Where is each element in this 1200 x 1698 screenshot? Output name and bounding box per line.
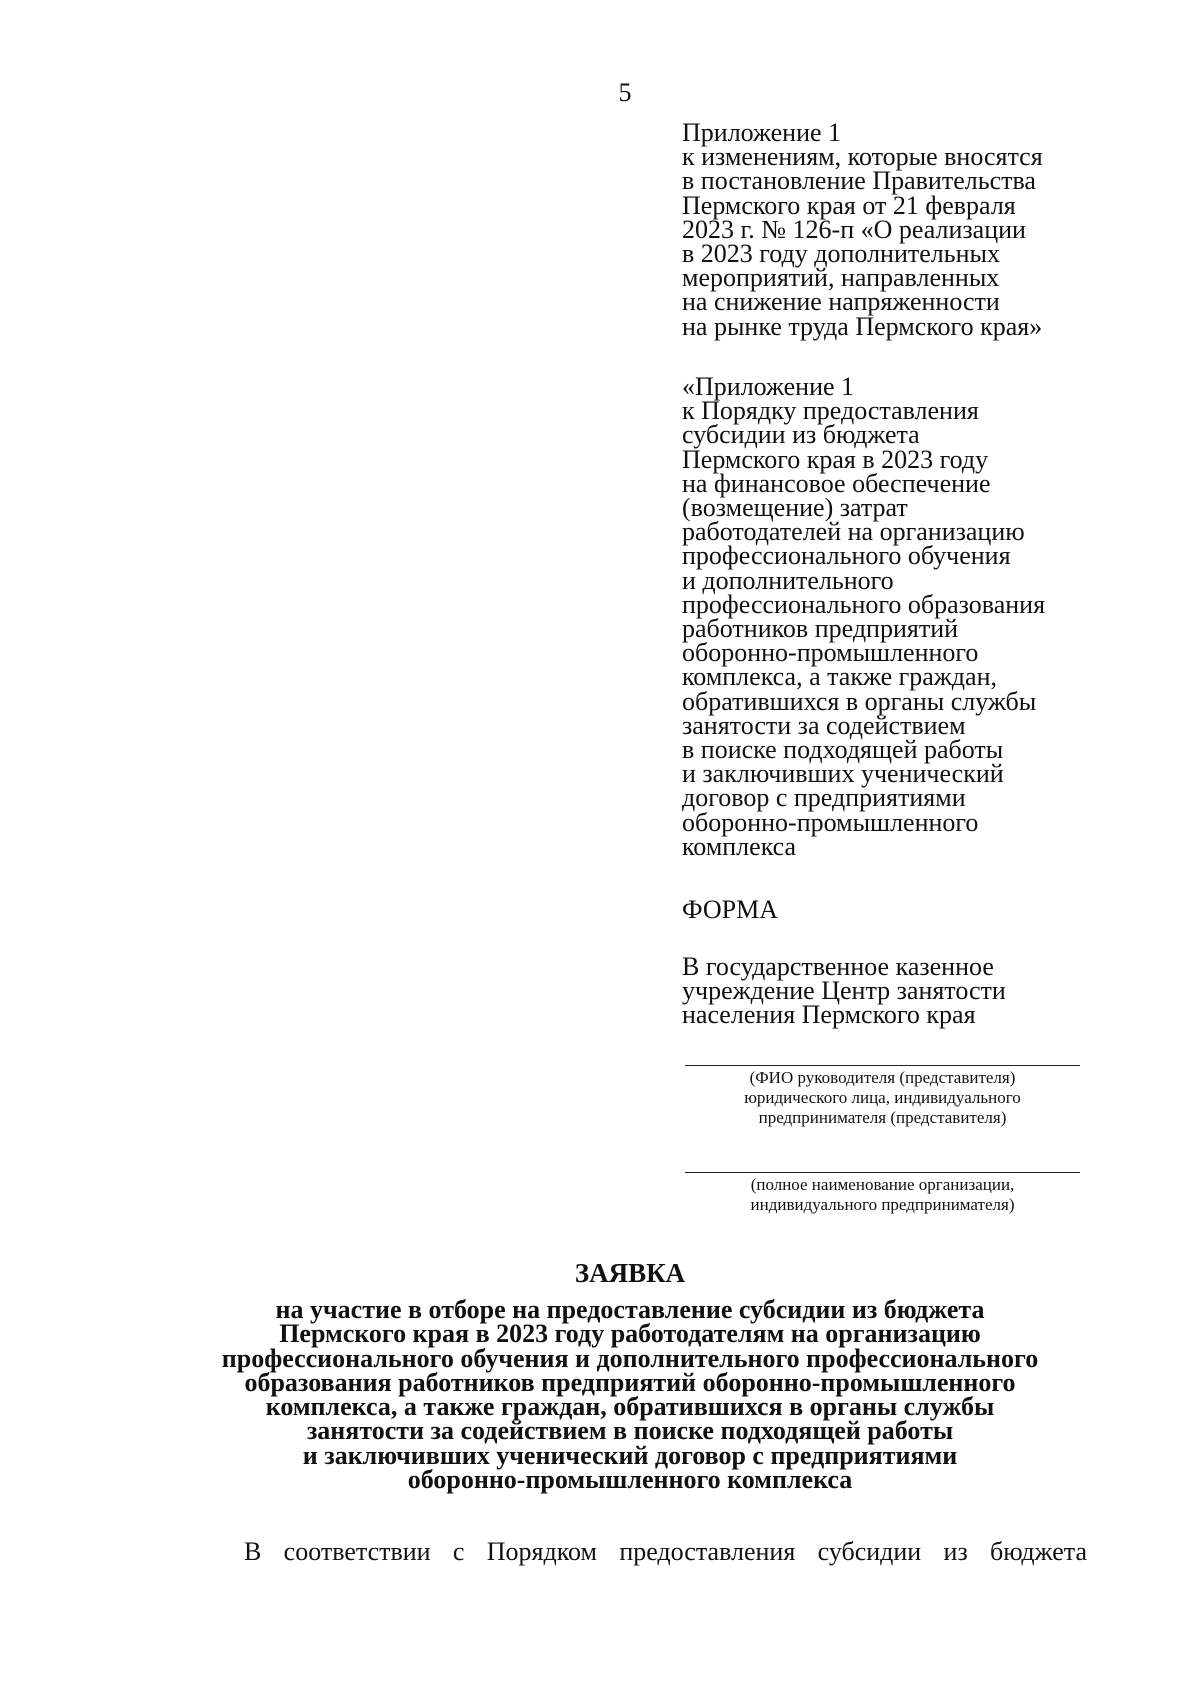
recipient-line: учреждение Центр занятости bbox=[682, 976, 1006, 1006]
caption-line: предпринимателя (представителя) bbox=[758, 1108, 1007, 1127]
subtitle-line: на участие в отборе на предоставление субсидии из бюджета bbox=[275, 1295, 985, 1324]
order-annex-line: оборонно-промышленного bbox=[682, 638, 979, 668]
order-annex-line: «Приложение 1 bbox=[682, 372, 855, 401]
order-annex-line: к Порядку предоставления bbox=[682, 396, 979, 426]
recipient-block bbox=[682, 952, 1102, 1030]
subtitle-line: профессионального обучения и дополнительного профессионального bbox=[221, 1343, 1039, 1373]
annex-line: на снижение напряженности bbox=[682, 287, 1000, 317]
organization-name-field-line[interactable] bbox=[685, 1172, 1080, 1173]
order-annex-line: оборонно-промышленного bbox=[682, 807, 979, 837]
order-annex-reference bbox=[682, 372, 1102, 861]
order-annex-line: договор с предприятиями bbox=[682, 783, 966, 813]
annex-line: мероприятий, направленных bbox=[682, 263, 1000, 293]
subtitle-line: и заключивших ученический договор с предприятиями bbox=[302, 1440, 958, 1470]
organization-name-caption bbox=[685, 1175, 1080, 1215]
order-annex-line: работодателей на организацию bbox=[682, 517, 1025, 547]
order-annex-line: в поиске подходящей работы bbox=[682, 735, 1004, 765]
subtitle-line: комплекса, а также граждан, обратившихся в органы службы bbox=[265, 1392, 995, 1422]
order-annex-line: и заключивших ученический bbox=[682, 759, 1004, 789]
subtitle-line: занятости за содействием в поиске подходящей работы bbox=[306, 1416, 954, 1446]
order-annex-line: (возмещение) затрат bbox=[682, 493, 908, 523]
annex-reference bbox=[682, 118, 1102, 341]
order-annex-line: субсидии из бюджета bbox=[682, 420, 920, 450]
order-annex-line: Пермского края в 2023 году bbox=[682, 444, 989, 474]
order-annex-line: занятости за содействием bbox=[682, 710, 966, 740]
order-annex-line: обратившихся в органы службы bbox=[682, 686, 1037, 716]
form-label: ФОРМА bbox=[682, 895, 778, 924]
order-annex-line: комплекса bbox=[682, 831, 797, 861]
caption-line: (ФИО руководителя (представителя) bbox=[749, 1068, 1016, 1087]
order-annex-line: на финансовое обеспечение bbox=[682, 468, 991, 498]
applicant-name-caption bbox=[685, 1068, 1080, 1128]
annex-line: в постановление Правительства bbox=[682, 166, 1036, 196]
subtitle-line: Пермского края в 2023 году работодателям на организацию bbox=[279, 1319, 981, 1349]
body-paragraph: В соответствии с Порядком предоставления субсидии из бюджета bbox=[244, 1537, 1087, 1566]
subtitle-line: оборонно-промышленного комплекса bbox=[407, 1465, 853, 1495]
document-title: ЗАЯВКА bbox=[574, 1258, 686, 1288]
caption-line: юридического лица, индивидуального bbox=[744, 1088, 1021, 1107]
subtitle-line: образования работников предприятий оборонно-промышленного bbox=[244, 1367, 1016, 1397]
order-annex-line: и дополнительного bbox=[682, 565, 894, 595]
recipient-line: В государственное казенное bbox=[682, 952, 994, 981]
caption-line: (полное наименование организации, bbox=[750, 1175, 1015, 1194]
annex-line: Приложение 1 bbox=[682, 118, 842, 147]
caption-line: индивидуального предпринимателя) bbox=[750, 1195, 1015, 1214]
annex-line: на рынке труда Пермского края» bbox=[682, 311, 1043, 341]
page-number: 5 bbox=[618, 78, 632, 107]
annex-line: к изменениям, которые вносятся bbox=[682, 142, 1043, 172]
annex-line: 2023 г. № 126-п «О реализации bbox=[682, 214, 1026, 244]
annex-line: в 2023 году дополнительных bbox=[682, 239, 1000, 269]
applicant-name-field-line[interactable] bbox=[685, 1065, 1080, 1066]
recipient-line: населения Пермского края bbox=[682, 1000, 976, 1030]
order-annex-line: работников предприятий bbox=[682, 614, 959, 644]
order-annex-line: профессионального образования bbox=[682, 589, 1046, 619]
document-subtitle bbox=[150, 1295, 1110, 1495]
order-annex-line: комплекса, а также граждан, bbox=[682, 662, 997, 692]
annex-line: Пермского края от 21 февраля bbox=[682, 190, 1016, 220]
order-annex-line: профессионального обучения bbox=[682, 541, 1011, 571]
